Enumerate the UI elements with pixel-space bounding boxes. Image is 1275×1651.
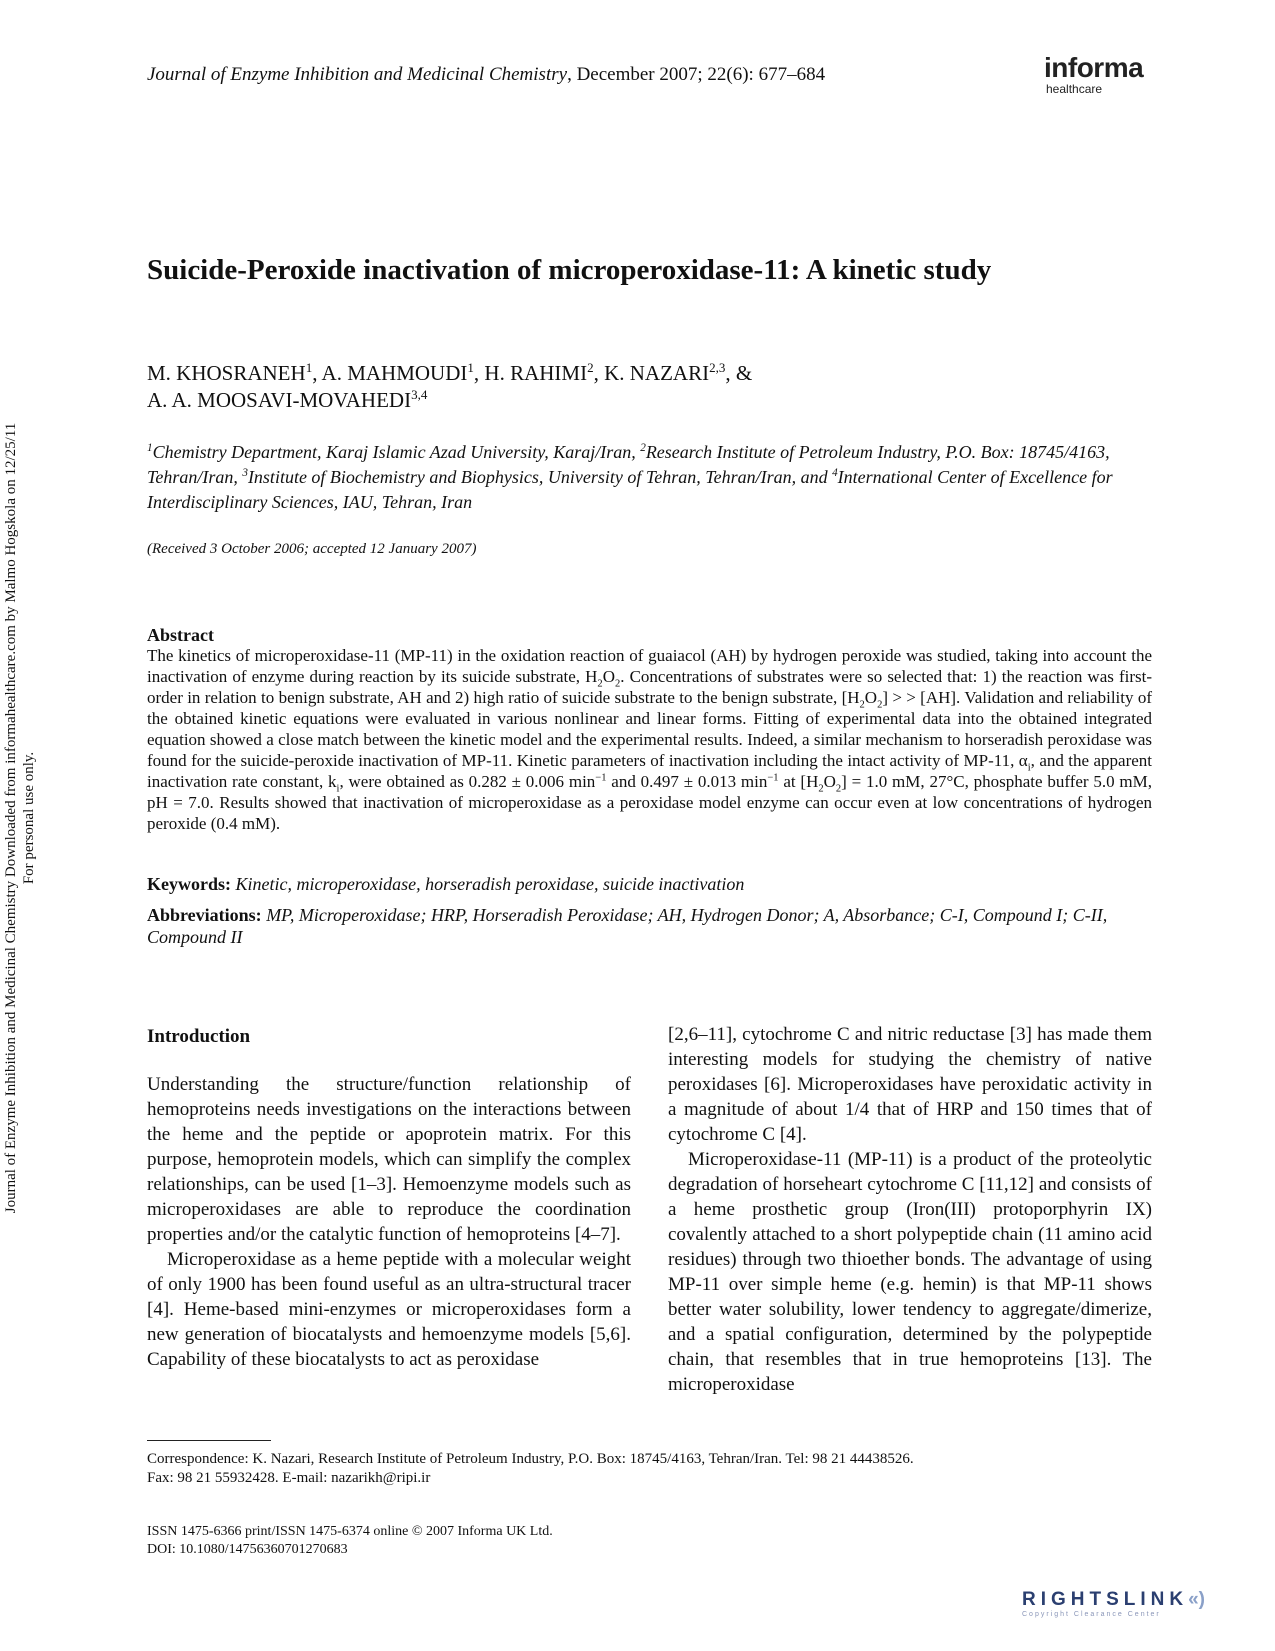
keywords-label: Keywords: — [147, 874, 231, 894]
affil-sup: 4 — [832, 467, 838, 479]
footnote-line: Correspondence: K. Nazari, Research Institute of Petroleum Industry, P.O. Box: 18745/4163, Tehran/Iran. Tel: 98 21 44438526. — [147, 1451, 914, 1467]
affil-text: International Center of Excellence for Interdisciplinary Sciences, IAU, Tehran, Iran — [147, 467, 1113, 512]
affil-text: Institute of Biochemistry and Biophysics, University of Tehran, Tehran/Iran, and — [247, 467, 833, 487]
paragraph: [2,6–11], cytochrome C and nitric reductase [3] has made them interesting models for studying the chemistry of native peroxidases [6]. Microperoxidases have peroxidatic activity in a magnitude of about 1/4 that of HRP and 150 times that of cytochrome C [4]. — [668, 1024, 1152, 1145]
author-affil-sup: 1 — [305, 360, 313, 375]
author-affil-sup: 2,3 — [709, 360, 726, 375]
correspondence-footnote — [147, 1450, 1152, 1488]
journal-name: Journal of Enzyme Inhibition and Medicinal Chemistry — [147, 64, 568, 85]
issn-line: ISSN 1475-6366 print/ISSN 1475-6374 online © 2007 Informa UK Ltd. — [147, 1524, 553, 1539]
issn-doi — [147, 1523, 553, 1559]
introduction-heading: Introduction — [147, 1026, 251, 1047]
affil-text: Chemistry Department, Karaj Islamic Azad University, Karaj/Iran, — [152, 442, 641, 462]
watermark-line: For personal use only. — [21, 751, 37, 885]
journal-citation: , December 2007; 22(6): 677–684 — [567, 64, 826, 85]
affil-text: Research Institute of Petroleum Industry, P.O. Box: 18745/4163, Tehran/Iran, — [147, 442, 1110, 487]
abbreviations — [147, 904, 1152, 948]
paragraph: Microperoxidase-11 (MP-11) is a product of the proteolytic degradation of horseheart cytochrome C [11,12] and consists of a heme prosthetic group (Iron(III) protoporphyrin IX) covalently attached to a short polypeptide chain (11 amino acid residues) through two thioether bonds. The advantage of using MP-11 over simple heme (e.g. hemin) is that MP-11 shows better water solubility, lower tendency to aggregate/dimerize, and a spatial configuration, determined by the polypeptide chain, that resembles that in true hemoproteins [13]. The microperoxidase — [668, 1149, 1152, 1395]
publisher-logo-text: informa — [1044, 52, 1144, 83]
paragraph: Understanding the structure/function relationship of hemoproteins needs investigations on the interactions between the heme and the peptide or apoprotein matrix. For this purpose, hemoprotein models, which can simplify the complex relationships, can be used [1–3]. Hemoenzyme models such as microperoxidases are able to reproduce the coordination properties and/or the catalytic function of hemoproteins [4–7]. — [147, 1074, 631, 1245]
publisher-logo — [1044, 54, 1164, 96]
paragraph: Microperoxidase as a heme peptide with a molecular weight of only 1900 has been found useful as an ultra-structural tracer [4]. Heme-based mini-enzymes or microperoxidases form a new generation of biocatalysts and hemoenzyme models [5,6]. Capability of these biocatalysts to act as peroxidase — [147, 1249, 631, 1370]
author-affil-sup: 2 — [587, 360, 594, 375]
affil-sup: 1 — [147, 442, 153, 454]
download-watermark — [2, 368, 38, 1268]
author-affil-sup: 3,4 — [411, 387, 428, 402]
abbreviations-label: Abbreviations: — [147, 905, 262, 925]
author-name: , K. NAZARI — [593, 361, 710, 385]
author-separator: , & — [725, 361, 753, 385]
footnote-line: Fax: 98 21 55932428. E-mail: nazarikh@ripi.ir — [147, 1470, 431, 1486]
author-name: M. KHOSRANEH — [147, 361, 306, 385]
footnote-rule — [147, 1440, 271, 1441]
doi-line: DOI: 10.1080/14756360701270683 — [147, 1542, 348, 1557]
watermark-line: Journal of Enzyme Inhibition and Medicinal Chemistry Downloaded from informahealthcare.com by Malmo Hogskola on 12/25/11 — [3, 422, 19, 1214]
keywords-text: Kinetic, microperoxidase, horseradish peroxidase, suicide inactivation — [235, 874, 745, 894]
abstract-heading: Abstract — [147, 625, 214, 645]
keywords — [147, 873, 1152, 895]
author-list — [147, 360, 752, 414]
chevron-icon: «) — [1188, 1589, 1206, 1610]
journal-header — [147, 64, 825, 86]
affil-sup: 2 — [640, 442, 646, 454]
rightslink-logo-text: RIGHTSLINK — [1022, 1589, 1189, 1610]
publisher-logo-subtext: healthcare — [1046, 82, 1103, 96]
affiliations — [147, 440, 1150, 515]
received-dates: (Received 3 October 2006; accepted 12 January 2007) — [147, 541, 477, 557]
author-name: , A. MAHMOUDI — [312, 361, 468, 385]
author-affil-sup: 1 — [467, 360, 474, 375]
author-name: A. A. MOOSAVI-MOVAHEDI — [147, 388, 412, 412]
rightslink-logo[interactable] — [1022, 1590, 1252, 1618]
body-column-right — [668, 1022, 1152, 1397]
rightslink-subtext: Copyright Clearance Center — [1022, 1611, 1161, 1618]
article-title: Suicide-Peroxide inactivation of microperoxidase-11: A kinetic study — [147, 254, 992, 286]
body-column-left — [147, 1072, 631, 1372]
abbreviations-text: MP, Microperoxidase; HRP, Horseradish Peroxidase; AH, Hydrogen Donor; A, Absorbance; C-I, Compound I; C-II, Compound II — [147, 905, 1108, 947]
abstract-body: The kinetics of microperoxidase-11 (MP-11) in the oxidation reaction of guaiacol (AH) by hydrogen peroxide was studied, taking into account the inactivation of enzyme during reaction by its suicide substrate, $H_2O_2$. Concentrations of substrates were so selected that: 1) the reaction was first-order in relation to benign substrate, AH and 2) high ratio of suicide substrate to the benign substrate, $[H_2O_2]$ > > [AH]. Validation and reliability of the obtained kinetic equations were evaluated in various nonlinear and linear forms. Fitting of experimental data into the obtained integrated equation showed a close match between the kinetic model and the experimental results. Indeed, a similar mechanism to horseradish peroxidase was found for the suicide-peroxide inactivation of MP-11. Kinetic parameters of inactivation including the intact activity of MP-11, $\alpha_i$, and the apparent inactivation rate constant, $k_i$, were obtained as 0.282 ± 0.006 $\min^{-1}$ and 0.497 ± 0.013 $\min^{-1}$ at $[H_2O_2] = 1.0$ mM, 27°C, phosphate buffer 5.0 mM, pH = 7.0. Results showed that inactivation of microperoxidase as a peroxidase model enzyme can occur even at low concentrations of hydrogen peroxide (0.4 mM). — [147, 646, 1153, 833]
affil-sup: 3 — [242, 467, 248, 479]
author-name: , H. RAHIMI — [473, 361, 588, 385]
